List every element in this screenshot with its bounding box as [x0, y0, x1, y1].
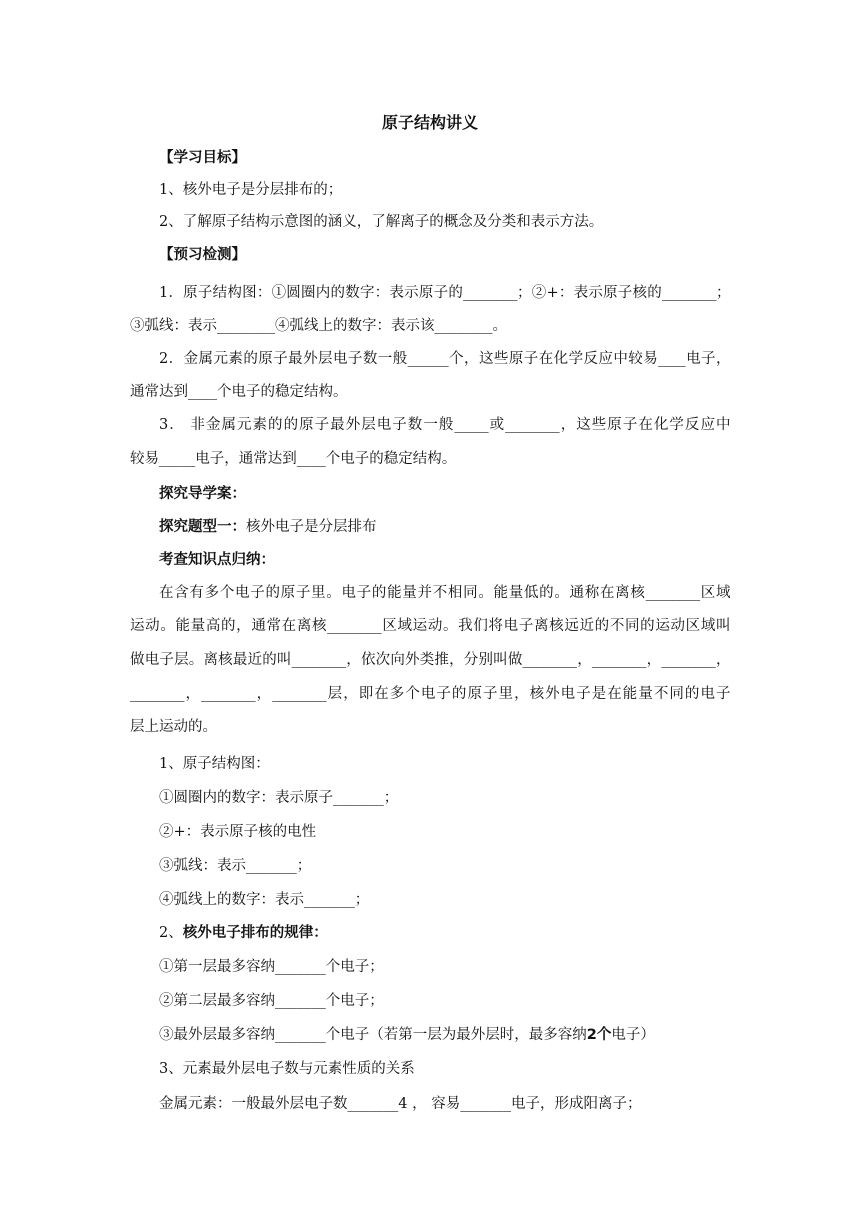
rules-item-3-bold: 2个 [586, 1027, 612, 1043]
rules-item-3-text: ③最外层最多容纳_______个电子（若第一层为最外层时，最多容纳 [159, 1027, 587, 1043]
preview-q3-line1: 3． 非金属元素的的原子最外层电子数一般_____或________，这些原子在化学反应中 [159, 417, 730, 433]
summary-para-line4: ________，________，________层，即在多个电子的原子里，核外电子是在能量不同的电子 [130, 686, 730, 702]
preview-q2-line2: 通常达到____个电子的稳定结构。 [130, 384, 348, 400]
rules-heading [159, 923, 328, 943]
explore-type1-label: 探究题型一： [159, 519, 246, 535]
structure-item-2: ②+：表示原子核的电性 [159, 824, 317, 840]
explore-heading: 探究导学案： [159, 486, 246, 502]
summary-para-line3: 做电子层。离核最近的叫________，依次向外类推，分别叫做________，________，________， [130, 652, 730, 668]
structure-heading: 1、原子结构图： [159, 756, 270, 772]
rules-item-3 [159, 1025, 655, 1045]
rules-heading-prefix: 2、 [159, 925, 183, 941]
summary-para-line1: 在含有多个电子的原子里。电子的能量并不相同。能量低的。通称在离核________区域 [159, 585, 730, 601]
relation-metal-line: 金属元素：一般最外层电子数_______4 ， 容易_______电子，形成阳离子； [159, 1096, 642, 1112]
objective-item-2: 2、了解原子结构示意图的涵义，了解离子的概念及分类和表示方法。 [159, 214, 604, 230]
preview-q1-line1: 1．原子结构图：①圆圈内的数字：表示原子的________；②+：表示原子核的________； [159, 285, 730, 301]
structure-item-4: ④弧线上的数字：表示_______； [159, 892, 370, 908]
preview-q2-line1: 2．金属元素的原子最外层电子数一般______个，这些原子在化学反应中较易____电子， [159, 351, 730, 367]
preview-q3-line2: 较易_____电子，通常达到____个电子的稳定结构。 [130, 451, 457, 467]
rules-item-1: ①第一层最多容纳_______个电子； [159, 959, 384, 975]
rules-item-3-tail: 电子） [611, 1027, 655, 1043]
summary-para-line5: 层上运动的。 [130, 719, 217, 735]
preview-heading: 【预习检测】 [159, 247, 246, 263]
summary-heading: 考查知识点归纳： [159, 552, 275, 568]
explore-type1-text: 核外电子是分层排布 [246, 519, 377, 535]
preview-q1-line2: ③弧线：表示________④弧线上的数字：表示该________。 [130, 318, 507, 334]
structure-item-1: ①圆圈内的数字：表示原子_______； [159, 790, 399, 806]
explore-type1 [159, 517, 377, 537]
summary-para-line2: 运动。能量高的，通常在离核________区域运动。我们将电子离核远近的不同的运动区域叫 [130, 618, 730, 634]
rules-heading-bold: 核外电子排布的规律： [182, 925, 328, 941]
page-title: 原子结构讲义 [381, 113, 478, 132]
objective-item-1: 1、核外电子是分层排布的； [159, 182, 343, 198]
rules-item-2: ②第二层最多容纳_______个电子； [159, 993, 384, 1009]
objectives-heading: 【学习目标】 [159, 150, 246, 166]
structure-item-3: ③弧线：表示_______； [159, 858, 312, 874]
relation-heading: 3、元素最外层电子数与元素性质的关系 [159, 1061, 415, 1077]
